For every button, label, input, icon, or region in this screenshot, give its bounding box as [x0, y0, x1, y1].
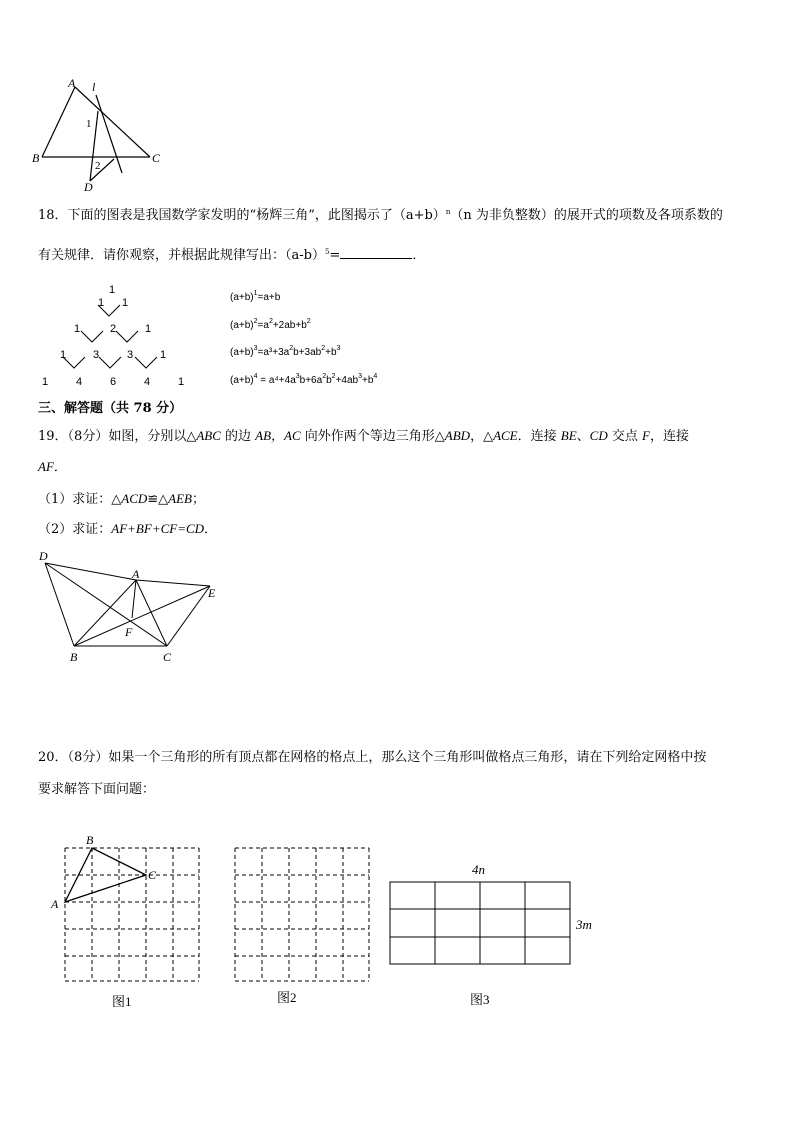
q18-line1: 18．下面的图表是我国数学家发明的“杨辉三角”，此图揭示了$(a+b)^n(n$ 为非负整数）的展开式的项数及各项系数的	[38, 208, 723, 223]
label-C: C	[148, 868, 157, 882]
q19-part1: （1）求证：△ACD≌△AEB；	[38, 491, 206, 507]
pascal-number: 4	[144, 376, 151, 388]
expansion-2: $(a+b)^2=a^2+2ab+b^2$	[230, 318, 311, 331]
q20-line1: 20．（8分）如果一个三角形的所有顶点都在网格的格点上，那么这个三角形叫做格点三角形，请在下列给定网格中按	[38, 750, 707, 765]
q19-line2: AF．	[38, 459, 67, 475]
pascal-number: 1	[74, 323, 81, 335]
label-C: C	[152, 151, 161, 165]
pascal-number: 3	[127, 349, 134, 361]
pascal-number: 1	[160, 349, 167, 361]
caption-fig1: 图1	[112, 994, 132, 1009]
label-3m: 3m	[576, 917, 592, 932]
grid-figure-1	[48, 828, 208, 1013]
pascal-number: 1	[109, 284, 116, 296]
label-B: B	[86, 833, 94, 847]
q18-line2: 有关规律．请你观察，并根据此规律写出：$(a-b)^5=$ ．	[38, 248, 426, 263]
label-B: B	[70, 650, 78, 664]
expansion-1: $(a+b)^1=a+b$	[230, 290, 281, 303]
label-4n: 4n	[472, 862, 485, 877]
top-figure	[30, 75, 170, 200]
label-C: C	[163, 650, 172, 664]
label-B: B	[32, 151, 40, 165]
pascal-number: 1	[42, 376, 49, 388]
pascal-number: 2	[110, 323, 117, 335]
label-1: 1	[86, 118, 92, 130]
label-A: A	[68, 76, 76, 90]
label-A: A	[51, 897, 59, 911]
label-l: l	[92, 80, 96, 94]
pascal-number: 3	[93, 349, 100, 361]
pascal-number: 4	[76, 376, 83, 388]
pascal-number: 1	[178, 376, 185, 388]
pascal-number: 1	[60, 349, 67, 361]
label-E: E	[208, 586, 216, 600]
label-A: A	[132, 567, 140, 581]
pascal-number: 1	[122, 297, 129, 309]
label-D: D	[84, 180, 93, 194]
pascal-triangle	[30, 280, 200, 395]
expansion-4: $(a+b)^4 = a^4+4a^3b+6a^2b^2+4ab^3+b^4$	[230, 373, 378, 386]
pascal-number: 1	[145, 323, 152, 335]
answer-blank[interactable]	[340, 246, 412, 259]
q19-line1: 19．（8分）如图，分别以△ABC 的边 AB，AC 向外作两个等边三角形△ABD，△ACE．连接 BE、CD 交点 F，连接	[38, 428, 689, 444]
pascal-number: 1	[98, 297, 105, 309]
grid-figure-3	[380, 852, 610, 1017]
label-2: 2	[95, 160, 101, 172]
caption-fig3: 图3	[470, 992, 490, 1007]
label-D: D	[39, 549, 48, 563]
label-F: F	[125, 625, 133, 639]
q19-figure	[30, 546, 250, 668]
grid-figure-2	[225, 828, 385, 1013]
expansion-3: $(a+b)^3=a^3+3a^2b+3ab^2+b^3$	[230, 345, 341, 358]
section-3-heading: 三、解答题（共 78 分）	[38, 401, 183, 416]
pascal-number: 6	[110, 376, 117, 388]
q20-line2: 要求解答下面问题：	[38, 782, 156, 797]
q19-part2: （2）求证：AF+BF+CF=CD．	[38, 521, 218, 537]
caption-fig2: 图2	[277, 990, 297, 1005]
